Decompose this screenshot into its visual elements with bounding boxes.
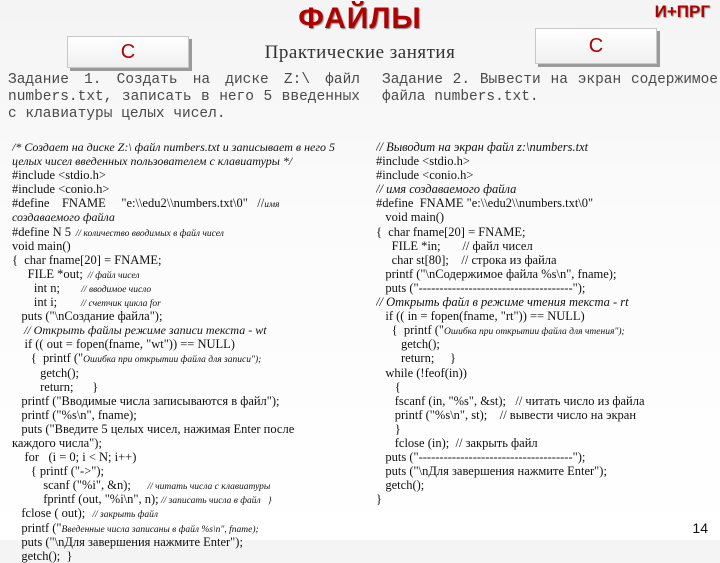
code-line <box>376 408 716 422</box>
code-line <box>12 521 362 535</box>
code-line <box>12 478 362 492</box>
code-comment: // файл чисел <box>82 270 140 281</box>
code-text: { printf (" <box>12 351 84 366</box>
code-text: printf ("Вводимые числа записываются в файл"); <box>12 393 280 408</box>
code-line <box>376 436 716 450</box>
code-line <box>376 450 716 464</box>
code-line <box>376 366 716 380</box>
code-text: { <box>376 379 401 394</box>
code-text: { printf (" <box>376 323 445 338</box>
code-text: // Открыть файл в режиме чтения текста - rt <box>376 295 629 310</box>
task-2-description: Задание 2. Вывести на экран содержимое файла numbers.txt. <box>382 72 718 105</box>
code-line <box>12 464 362 478</box>
code-line <box>12 267 362 281</box>
code-text: printf ("%s\n", fname); <box>12 407 137 422</box>
code-text: printf (" <box>12 520 62 535</box>
code-line <box>12 337 362 351</box>
code-text: puts ("-------------------------------------"); <box>376 280 586 295</box>
page-subtitle: Практические занятия <box>264 42 456 63</box>
code-line <box>12 549 362 563</box>
code-text: fclose ( out); <box>12 506 86 521</box>
code-text: puts ("\nДля завершения нажмите Enter"); <box>376 464 607 479</box>
code-line <box>12 182 362 196</box>
code-line <box>376 422 716 436</box>
code-text: // Выводит на экран файл z:\numbers.txt <box>376 140 589 154</box>
code-line <box>12 140 362 154</box>
language-badge-right: C <box>535 28 657 64</box>
code-line <box>376 478 716 492</box>
code-line <box>376 225 716 239</box>
code-text: fprintf (out, "%i\n", n); <box>12 492 159 507</box>
code-text: #include <conio.h> <box>12 182 110 197</box>
code-line <box>376 168 716 182</box>
code-text: return; } <box>12 379 99 394</box>
code-comment: // количество вводимых в файл чисел <box>71 228 224 239</box>
code-comment: // счетчик цикла for <box>57 299 161 310</box>
code-text: puts ("\nДля завершения нажмите Enter"); <box>12 534 243 549</box>
code-comment: // закрыть файл <box>85 510 159 521</box>
code-text: char st[80]; // строка из файла <box>376 252 557 267</box>
code-line <box>376 281 716 295</box>
code-line <box>12 506 362 520</box>
code-line <box>376 464 716 478</box>
code-text: #define N 5 <box>12 224 72 239</box>
code-text: FILE *out; <box>12 266 83 281</box>
code-text: каждого числа"); <box>12 435 102 450</box>
code-line <box>376 253 716 267</box>
code-text: { char fname[20] = FNAME; <box>12 252 162 267</box>
code-line <box>12 535 362 549</box>
code-line <box>12 253 362 267</box>
code-line <box>12 281 362 295</box>
code-text: getch(); <box>12 365 79 380</box>
code-text: if (( out = fopen(fname, "wt")) == NULL) <box>12 337 235 352</box>
code-line <box>12 492 362 506</box>
code-line <box>376 182 716 196</box>
code-text: for (i = 0; i < N; i++) <box>12 450 137 465</box>
code-text: /* Создает на диске Z:\ файл numbers.txt и записывает в него 5 <box>12 140 336 154</box>
code-line <box>12 154 362 168</box>
code-text: { printf ("->"); <box>12 464 104 479</box>
code-text: getch(); <box>376 337 440 352</box>
code-line <box>12 168 362 182</box>
code-line <box>376 239 716 253</box>
code-text: #include <conio.h> <box>376 168 474 183</box>
code-text: fscanf (in, "%s", &st); // читать число из файла <box>376 393 645 408</box>
code-text: printf ("%s\n", st); // вывести число на экран <box>376 407 637 422</box>
page-title: ФАЙЛЫ <box>298 2 422 35</box>
code-line <box>376 337 716 351</box>
code-text: puts ("Введите 5 целых чисел, нажимая Enter после <box>12 421 295 436</box>
code-text: printf ("\nСодержимое файла %s\n", fname); <box>376 266 617 281</box>
code-text: puts ("-------------------------------------"); <box>376 450 586 465</box>
code-line <box>12 394 362 408</box>
code-line <box>376 267 716 281</box>
language-badge-left: C <box>67 36 189 68</box>
page-number: 14 <box>692 520 708 536</box>
code-line <box>12 210 362 224</box>
code-comment: Ошибка при открытии файла для записи"); <box>83 355 262 366</box>
code-line <box>12 196 362 210</box>
code-text: // Открыть файлы режиме записи текста - wt <box>12 323 267 338</box>
code-text: } <box>376 492 382 507</box>
code-comment: // вводимое число <box>59 284 152 295</box>
code-line <box>12 225 362 239</box>
code-line <box>376 210 716 224</box>
code-comment: Введенные числа записаны в файл %s\n", fname); <box>61 524 259 535</box>
code-line <box>12 408 362 422</box>
code-text: return; } <box>376 351 456 366</box>
code-text: { char fname[20] = FNAME; <box>376 224 526 239</box>
course-brand: И+ПРГ <box>654 2 710 21</box>
code-text: создаваемого файла <box>12 210 115 225</box>
task-1-description: Задание 1. Создать на диске Z:\ файл numbers.txt, записать в него 5 введенных с клавиатуры целых чисел. <box>8 72 360 122</box>
code-line <box>12 450 362 464</box>
code-text: fclose (in); // закрыть файл <box>376 435 538 450</box>
code-text: int n; <box>12 280 60 295</box>
code-text: #include <stdio.h> <box>376 154 470 169</box>
code-line <box>12 351 362 365</box>
code-listing-task-1 <box>12 140 362 563</box>
code-text: целых чисел введенных пользователем с клавиатуры */ <box>12 154 293 169</box>
code-line <box>376 309 716 323</box>
code-line <box>12 295 362 309</box>
code-comment: // читать числа с клавиатуры <box>130 482 271 493</box>
code-text: getch(); } <box>12 548 73 563</box>
code-text: if (( in = fopen(fname, "rt")) == NULL) <box>376 309 585 324</box>
code-text: scanf ("%i", &n); <box>12 478 131 493</box>
code-listing-task-2 <box>376 140 716 506</box>
code-text: while (!feof(in)) <box>376 365 467 380</box>
code-line <box>376 295 716 309</box>
code-line <box>376 196 716 210</box>
code-comment: // записать числа в файл } <box>158 496 272 507</box>
code-line <box>12 366 362 380</box>
code-line <box>12 436 362 450</box>
code-text: puts ("\nСоздание файла"); <box>12 309 163 324</box>
code-line <box>12 323 362 337</box>
code-comment: имя <box>264 200 280 211</box>
code-text: #include <stdio.h> <box>12 168 106 183</box>
code-line <box>376 492 716 506</box>
code-comment: Ошибка при открытии файла для чтения"); <box>444 327 625 338</box>
code-line <box>12 380 362 394</box>
code-text: } <box>376 421 401 436</box>
code-line <box>12 239 362 253</box>
code-line <box>376 351 716 365</box>
code-text: getch(); <box>376 478 425 493</box>
code-line <box>376 394 716 408</box>
code-line <box>12 422 362 436</box>
code-text: FILE *in; // файл чисел <box>376 238 533 253</box>
code-line <box>376 154 716 168</box>
code-line <box>376 380 716 394</box>
code-text: void main() <box>12 238 71 253</box>
code-text: void main() <box>376 210 445 225</box>
code-text: #define FNAME "e:\\edu2\\numbers.txt\0" <box>376 196 594 211</box>
code-line <box>12 309 362 323</box>
code-text: // имя создаваемого файла <box>376 182 517 197</box>
code-line <box>376 323 716 337</box>
code-text: int i; <box>12 295 58 310</box>
code-line <box>376 140 716 154</box>
code-text: #define FNAME "e:\\edu2\\numbers.txt\0" // <box>12 196 265 211</box>
